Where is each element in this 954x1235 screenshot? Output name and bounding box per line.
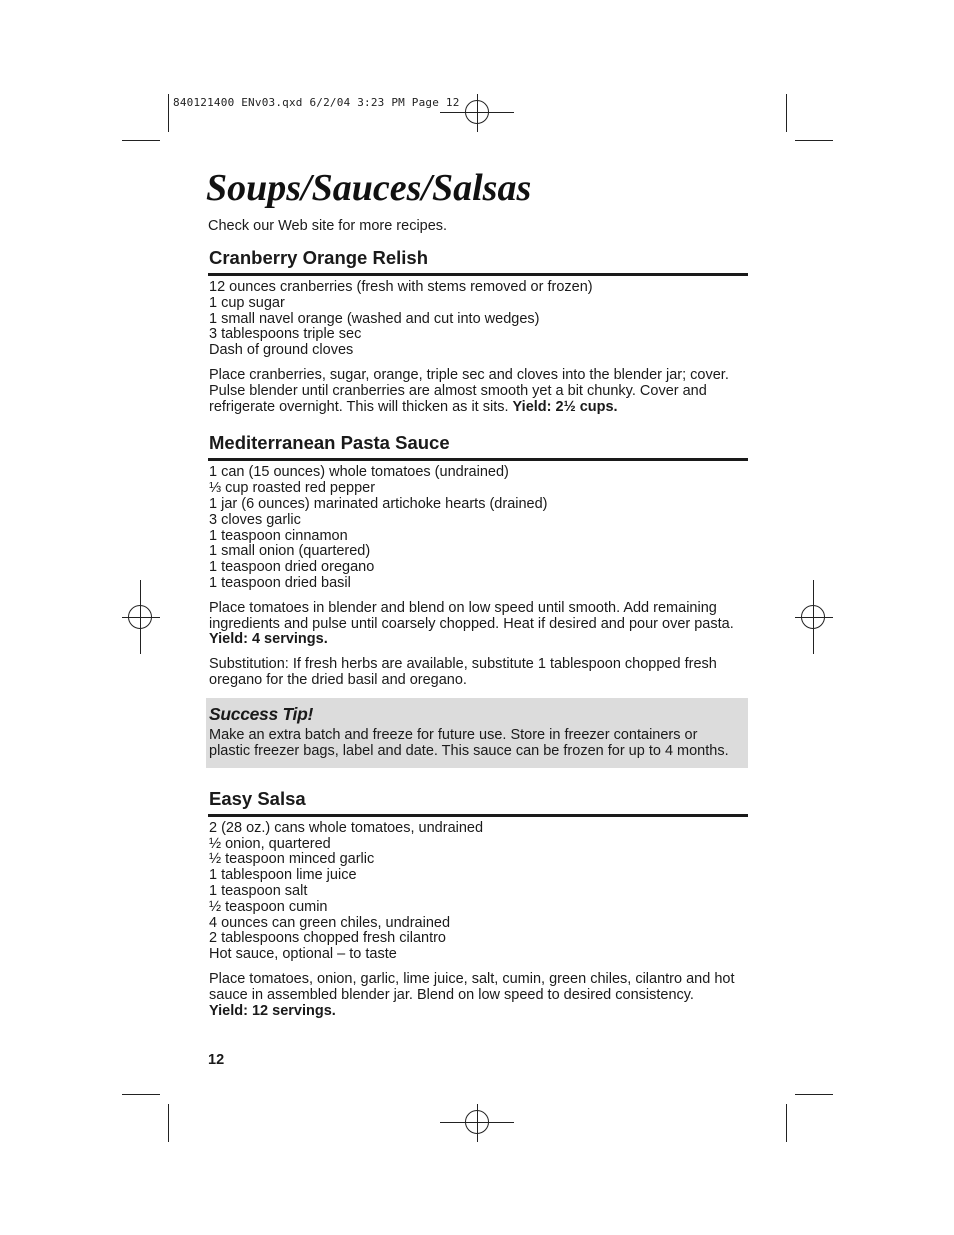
crop-mark: [168, 94, 169, 132]
yield: Yield: 2½ cups.: [512, 398, 618, 415]
recipe-cranberry-orange-relish: [208, 247, 748, 415]
crop-mark: [795, 1094, 833, 1095]
crop-mark: [122, 140, 160, 141]
ingredient: ⅓ cup roasted red pepper: [209, 480, 376, 497]
ingredient: 1 teaspoon dried basil: [209, 574, 351, 591]
yield: Yield: 12 servings.: [209, 1002, 336, 1019]
print-slug: 840121400 ENv03.qxd 6/2/04 3:23 PM Page 12: [173, 96, 460, 109]
page-content: [208, 160, 748, 1019]
ingredient: 1 tablespoon lime juice: [209, 867, 357, 884]
directions-text: Place tomatoes, onion, garlic, lime juice, salt, cumin, green chiles, cilantro and hot sauce in assembled blender jar. Blend on low speed to desired consistency.: [209, 970, 735, 1003]
recipe-title: Easy Salsa: [208, 788, 748, 817]
directions: [209, 972, 748, 1019]
crop-mark: [122, 1094, 160, 1095]
directions-text: Place cranberries, sugar, orange, triple sec and cloves into the blender jar; cover. Pulse blender until cranberries are almost smooth yet a bit chunky. Cover and refrigerate overnight. This will thicken as it sits.: [209, 366, 729, 415]
crop-mark: [786, 94, 787, 132]
ingredient: 1 teaspoon dried oregano: [209, 559, 375, 576]
page-title: Soups/Sauces/Salsas: [206, 167, 532, 209]
ingredient: 3 cloves garlic: [209, 511, 301, 528]
ingredient: 2 tablespoons chopped fresh cilantro: [209, 930, 446, 947]
page-number: 12: [208, 1052, 225, 1068]
ingredient-list: [209, 465, 748, 591]
ingredient: 2 (28 oz.) cans whole tomatoes, undrained: [209, 819, 484, 836]
ingredient: 1 cup sugar: [209, 294, 285, 311]
recipe-title: Cranberry Orange Relish: [208, 247, 748, 276]
recipe-mediterranean-pasta-sauce: [208, 432, 748, 767]
directions-text: Place tomatoes in blender and blend on low speed until smooth. Add remaining ingredients and pulse until coarsely chopped. Heat if desired and pour over pasta.: [209, 599, 734, 632]
substitution-note: Substitution: If fresh herbs are available, substitute 1 tablespoon chopped fresh oregano for the dried basil and oregano.: [209, 656, 717, 688]
ingredient-list: [209, 280, 748, 359]
recipe-title: Mediterranean Pasta Sauce: [208, 432, 748, 461]
ingredient: ½ teaspoon cumin: [209, 898, 328, 915]
ingredient: 12 ounces cranberries (fresh with stems removed or frozen): [209, 279, 593, 295]
crop-mark: [795, 140, 833, 141]
ingredient: 1 can (15 ounces) whole tomatoes (undrained): [209, 464, 509, 481]
ingredient: 1 small navel orange (washed and cut into wedges): [209, 310, 540, 327]
ingredient: ½ onion, quartered: [209, 835, 331, 852]
ingredient: 3 tablespoons triple sec: [209, 326, 362, 343]
directions: [209, 601, 748, 648]
crop-mark: [786, 1104, 787, 1142]
intro-text: Check our Web site for more recipes.: [208, 218, 448, 234]
ingredient: 4 ounces can green chiles, undrained: [209, 914, 451, 931]
ingredient-list: [209, 821, 748, 963]
ingredient: 1 teaspoon cinnamon: [209, 527, 348, 544]
directions: [209, 368, 748, 415]
yield: Yield: 4 servings.: [209, 631, 328, 648]
ingredient: 1 teaspoon salt: [209, 882, 308, 899]
ingredient: Dash of ground cloves: [209, 342, 354, 359]
ingredient: 1 jar (6 ounces) marinated artichoke hearts (drained): [209, 495, 548, 512]
ingredient: ½ teaspoon minced garlic: [209, 851, 375, 868]
success-tip-text: Make an extra batch and freeze for future use. Store in freezer containers or plastic freezer bags, label and date. This sauce can be frozen for up to 4 months.: [209, 726, 729, 760]
success-tip-title: Success Tip!: [209, 703, 314, 724]
success-tip-box: [206, 698, 748, 768]
ingredient: 1 small onion (quartered): [209, 543, 371, 560]
crop-mark: [168, 1104, 169, 1142]
recipe-easy-salsa: [208, 788, 748, 1020]
ingredient: Hot sauce, optional – to taste: [209, 946, 397, 963]
